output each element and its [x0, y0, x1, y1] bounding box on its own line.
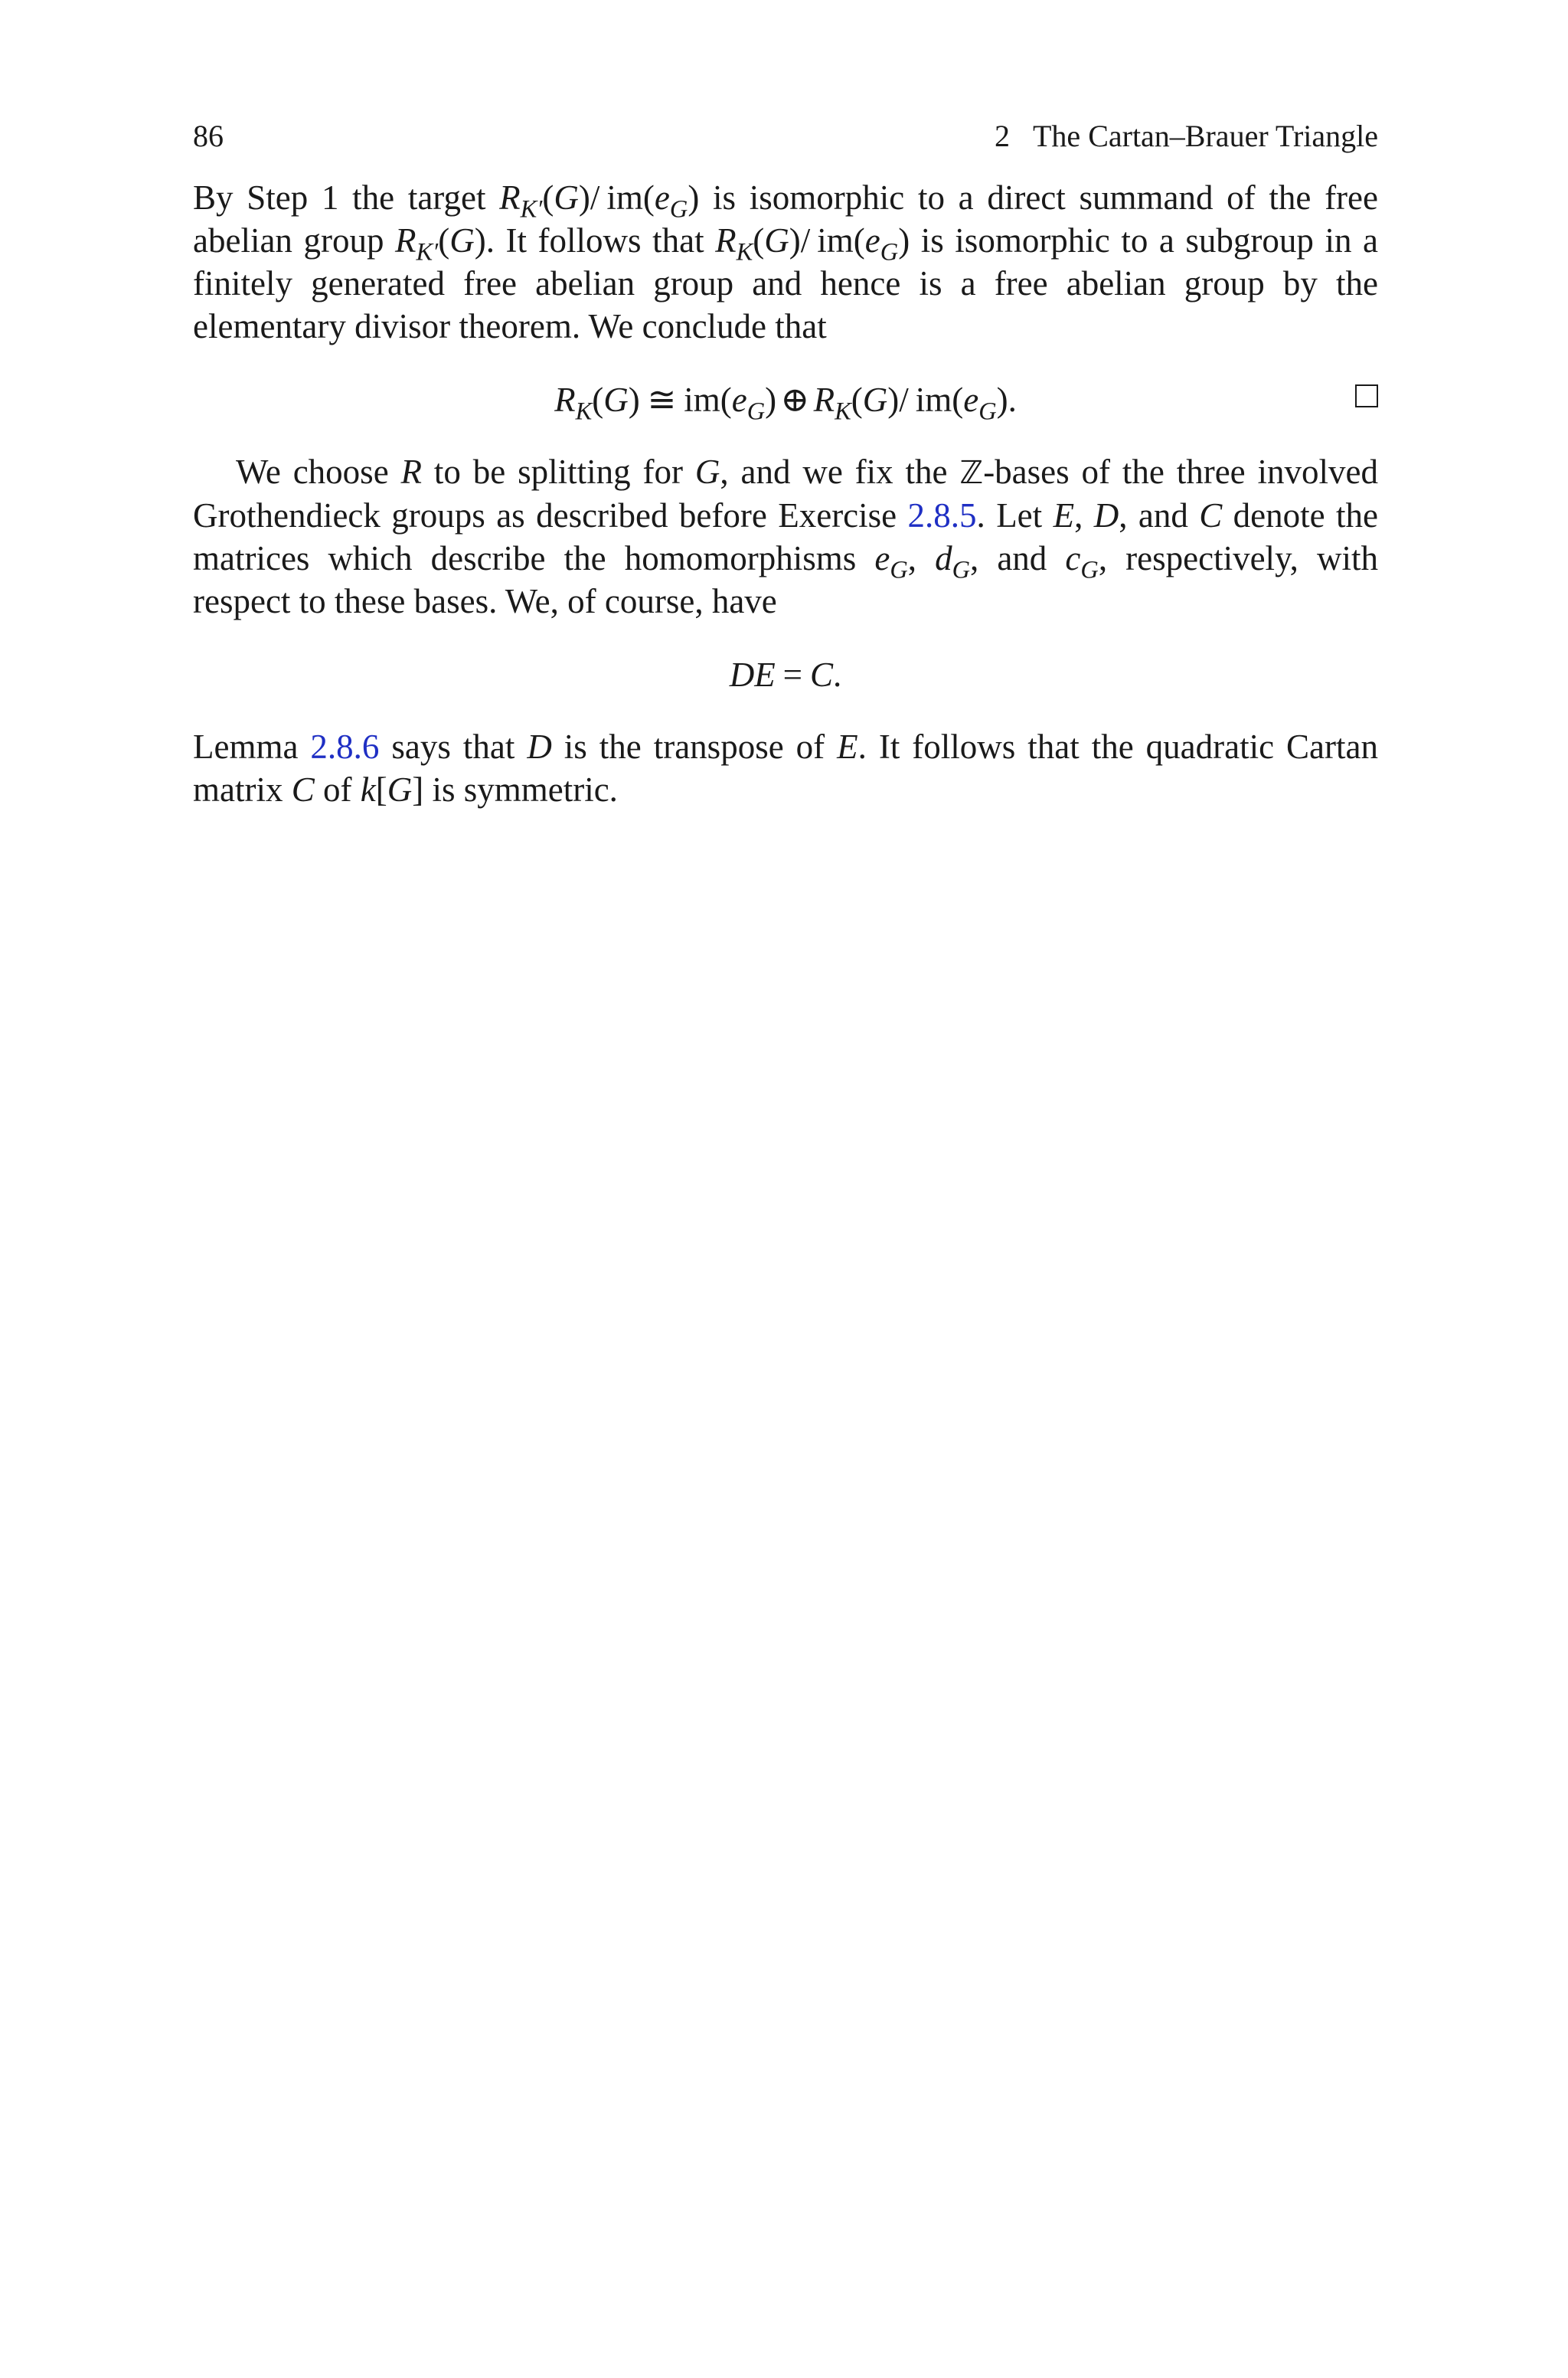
display-equation-de-c: DE = C. — [729, 656, 842, 694]
running-head — [193, 115, 1378, 158]
text: , — [1074, 496, 1094, 535]
text: . It follows that — [485, 221, 716, 260]
paragraph-3: Lemma 2.8.6 says that D is the transpose of E. It follows that the quadratic Cartan matrix C of k[G] is symmetric. — [193, 728, 1378, 809]
text: -bases of the three involved Grothendieck groups as described before Exercise — [193, 453, 1378, 535]
math-rkprime: $R_{K'}(G)$ — [395, 221, 486, 267]
text: is symmetric. — [423, 770, 618, 809]
math-group-ring: k[G] — [360, 770, 424, 809]
text: By Step 1 the target — [193, 178, 500, 217]
text: denote the matrices which describe the homomorphisms — [193, 496, 1378, 577]
exercise-reference-link[interactable]: 2.8.5 — [907, 496, 977, 535]
paragraph-1 — [193, 176, 1378, 348]
text: , and — [969, 539, 1066, 577]
math-quotient-kprime: $R_{K'}(G)/$ $im(e_G)$ — [499, 178, 700, 224]
text: to be splitting for — [422, 453, 695, 491]
text: . It follows that the quadratic Cartan matrix — [193, 728, 1378, 809]
text: We choose — [236, 453, 401, 491]
lemma-reference-link[interactable]: 2.8.6 — [310, 728, 380, 766]
text: . Let — [976, 496, 1054, 535]
math-eG: $e_G$ — [874, 539, 908, 584]
text: , and we fix the — [720, 453, 960, 491]
text: is the transpose of — [551, 728, 838, 766]
math-cG: $c_G$ — [1065, 539, 1099, 584]
page-number: 86 — [193, 119, 224, 153]
text: , and — [1119, 496, 1200, 535]
paragraph-2: We choose R to be splitting for G, and we fix the ℤ-bases of the three involved Grothendieck groups as described before Exercise 2.8.5. Let E, D, and C denote the matrices which describe the homomorphisms $e_G$, $d_G$, and $c_G$, respectively, with respect to these bases. We, of course, have — [193, 453, 1378, 620]
text: of — [314, 770, 361, 809]
display-equation-decomposition: $R_K(G)$ ≅ $im(e_G)$ ⊕ $R_K(G)/$ $im(e_G)$. — [193, 378, 1378, 421]
text: Lemma — [193, 728, 311, 766]
chapter-title: The Cartan–Brauer Triangle — [1033, 119, 1378, 153]
page — [193, 115, 1378, 811]
math-dG: $d_G$ — [935, 539, 970, 584]
math-quotient-k: $R_K(G)/$ $im(e_G)$ — [715, 221, 910, 267]
integers-symbol: ℤ — [959, 454, 984, 491]
text: says that — [379, 728, 528, 766]
chapter-number: 2 — [995, 119, 1010, 153]
qed-box-icon — [1355, 384, 1378, 407]
text: is isomorphic to a direct summand of the free abelian group — [193, 178, 1378, 260]
text: is isomorphic to a subgroup in a finitely generated free abelian group and hence is a free abelian group by the elementary divisor theorem. We conclude that — [193, 221, 1378, 345]
text: , — [907, 539, 936, 577]
text: , respectively, with respect to these bases. We, of course, have — [193, 539, 1378, 620]
chapter-heading — [995, 115, 1378, 158]
